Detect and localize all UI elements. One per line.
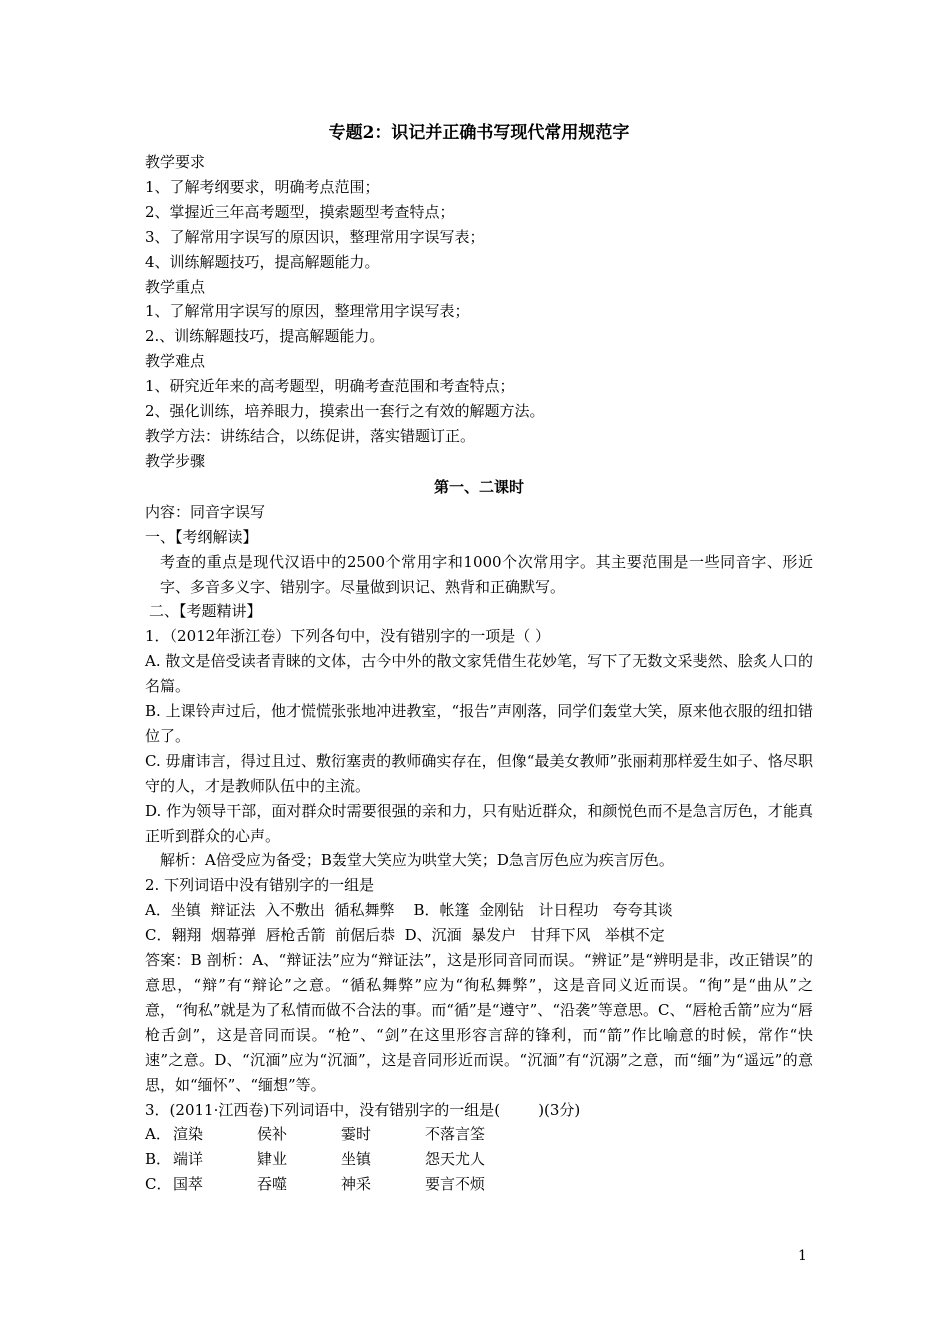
q1-option-a: A. 散文是倍受读者青睐的文体，古今中外的散文家凭借生花妙笔，写下了无数文采斐然、脍炙人口的名篇。 bbox=[145, 652, 813, 696]
option-word: 不落言筌 bbox=[425, 1125, 486, 1144]
page-number: 1 bbox=[798, 1248, 807, 1264]
q3-option-row bbox=[145, 1172, 813, 1197]
section2-heading: 二、【考题精讲】 bbox=[149, 602, 262, 621]
requirement-item: 1、了解考纲要求，明确考点范围； bbox=[145, 177, 380, 196]
option-word: 侯补 bbox=[257, 1125, 288, 1144]
q1-stem: 1．（2012年浙江卷）下列各句中，没有错别字的一项是（ ） bbox=[145, 627, 550, 646]
requirements-heading: 教学要求 bbox=[145, 153, 206, 171]
page-title: 专题2：识记并正确书写现代常用规范字 bbox=[328, 123, 630, 143]
q2-answer: 答案：B 剖析：A、“辩证法”应为“辩证法”，这是形同音同而误。“辨证”是“辨明是非，改正错误”的意思，“辩”有“辩论”之意。“循私舞弊”应为“徇私舞弊”，这是音同义近而误。“徇”是“曲从”之意，“徇私”就是为了私情而做不合法的事。而“循”是“遵守”、“沿袭”等意思。C、“唇枪舌箭”应为“唇枪舌剑”，这是音同而误。“枪”、“剑”在这里形容言辞的锋利，而“箭”作比喻意的时候，常作“快速”之意。D、“沉湎”应为“沉湎”，这是音同形近而误。“沉湎”有“沉溺”之意，而“缅”为“遥远”的意思，如“缅怀”、“缅想”等。 bbox=[145, 951, 813, 1094]
difficulty-item: 1、研究近年来的高考题型，明确考查范围和考查特点； bbox=[145, 377, 515, 396]
option-letter: C． bbox=[145, 1175, 172, 1194]
section1-text: 考查的重点是现代汉语中的2500个常用字和1000个次常用字。其主要范围是一些同音字、形近字、多音多义字、错别字。尽量做到识记、熟背和正确默写。 bbox=[160, 552, 813, 596]
content-line: 内容：同音字误写 bbox=[145, 502, 266, 521]
q2-stem: 2. 下列词语中没有错别字的一组是 bbox=[145, 876, 375, 895]
lesson-heading: 第一、二课时 bbox=[433, 477, 524, 496]
teaching-method: 教学方法：讲练结合，以练促讲，落实错题订正。 bbox=[145, 426, 476, 445]
document-body bbox=[145, 120, 813, 1197]
section1-heading: 一、【考纲解读】 bbox=[145, 527, 258, 546]
option-word: 神采 bbox=[341, 1175, 372, 1194]
requirement-item: 4、训练解题技巧，提高解题能力。 bbox=[145, 252, 380, 271]
requirement-item: 2、掌握近三年高考题型，摸索题型考查特点； bbox=[145, 202, 455, 221]
q1-option-b: B. 上课铃声过后，他才慌慌张张地冲进教室，“报告”声刚落，同学们轰堂大笑，原来他衣服的纽扣错位了。 bbox=[145, 702, 813, 745]
option-word: 怨天尤人 bbox=[425, 1150, 486, 1169]
option-word: 渲染 bbox=[173, 1125, 204, 1144]
key-point-item: 2.、训练解题技巧，提高解题能力。 bbox=[145, 327, 385, 346]
requirement-item: 3、了解常用字误写的原因识，整理常用字误写表； bbox=[145, 227, 485, 246]
option-word: 吞噬 bbox=[257, 1175, 288, 1194]
option-word: 肄业 bbox=[257, 1150, 288, 1169]
difficulty-item: 2、强化训练，培养眼力，摸索出一套行之有效的解题方法。 bbox=[145, 402, 545, 421]
q1-analysis: 解析：A倍受应为备受；B轰堂大笑应为哄堂大笑；D急言厉色应为疾言厉色。 bbox=[160, 851, 674, 870]
key-points-heading: 教学重点 bbox=[145, 277, 206, 296]
key-point-item: 1、了解常用字误写的原因，整理常用字误写表； bbox=[145, 302, 470, 321]
difficulties-heading: 教学难点 bbox=[145, 352, 206, 371]
steps-heading: 教学步骤 bbox=[145, 451, 206, 470]
option-word: 端详 bbox=[173, 1150, 204, 1169]
option-word: 要言不烦 bbox=[425, 1175, 486, 1194]
q2-options-cd: C．翱翔 烟幕弹 唇枪舌箭 前倨后恭 D、沉湎 暴发户 甘拜下风 举棋不定 bbox=[145, 926, 665, 945]
q1-option-c: C. 毋庸讳言，得过且过、敷衍塞责的教师确实存在，但像“最美女教师”张丽莉那样爱生如子、恪尽职守的人，才是教师队伍中的主流。 bbox=[145, 751, 813, 795]
option-word: 霎时 bbox=[341, 1125, 372, 1144]
q1-option-d: D. 作为领导干部，面对群众时需要很强的亲和力，只有贴近群众，和颜悦色而不是急言厉色，才能真正听到群众的心声。 bbox=[145, 801, 813, 845]
q3-option-row bbox=[145, 1122, 813, 1147]
option-letter: A． bbox=[145, 1125, 171, 1144]
option-word: 国萃 bbox=[173, 1175, 204, 1194]
q2-options-ab: A．坐镇 辩证法 入不敷出 循私舞弊 B．帐篷 金刚钻 计日程功 夸夸其谈 bbox=[145, 901, 673, 920]
option-letter: B． bbox=[145, 1150, 172, 1169]
option-word: 坐镇 bbox=[341, 1150, 372, 1169]
q3-stem: 3．(2011·江西卷)下列词语中，没有错别字的一组是( )(3分) bbox=[145, 1100, 581, 1119]
q3-option-row bbox=[145, 1147, 813, 1172]
